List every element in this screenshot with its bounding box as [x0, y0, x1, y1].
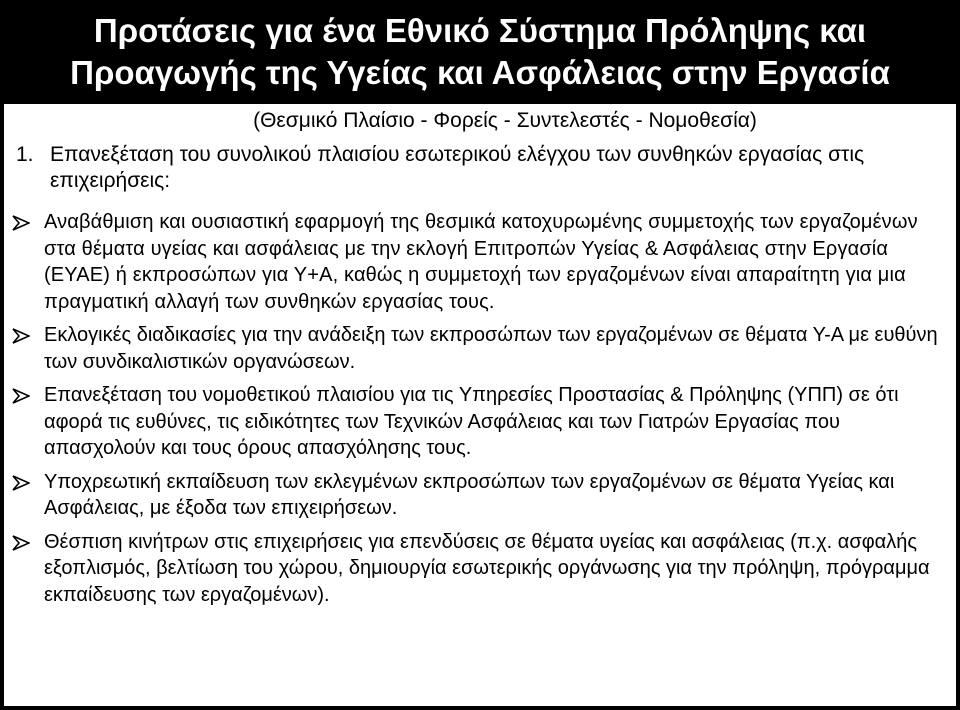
list-item [12, 529, 947, 609]
list-item [12, 469, 947, 522]
arrowhead-bullet-icon [12, 209, 44, 235]
list-item [12, 322, 947, 375]
arrowhead-bullet-icon [12, 382, 44, 408]
bullet-text: Εκλογικές διαδικασίες για την ανάδειξη των εκπροσώπων των εργαζομένων σε θέματα Υ-Α με ευθύνη των συνδικαλιστικών οργανώσεων. [44, 324, 938, 373]
arrowhead-bullet-icon [12, 529, 44, 555]
bullet-text: Επανεξέταση του νομοθετικού πλαισίου για τις Υπηρεσίες Προστασίας & Πρόληψης (ΥΠΠ) σε ότι αφορά τις ευθύνες, τις ειδικότητες των Τεχνικών Ασφάλειας και των Γιατρών Εργασίας που απασχολούν και τους όρους απασχόλησης τους. [44, 384, 899, 459]
list-item [12, 382, 947, 462]
title-line-2: Προαγωγής της Υγείας και Ασφάλειας στην Εργασία [70, 54, 890, 91]
bullet-text: Υποχρεωτική εκπαίδευση των εκλεγμένων εκπροσώπων των εργαζομένων σε θέματα Υγείας και Ασφάλειας, με έξοδα των επιχειρήσεων. [44, 470, 895, 519]
section-heading-text: Επανεξέταση του συνολικού πλαισίου εσωτερικού ελέγχου των συνθηκών εργασίας στις επιχειρήσεις: [50, 143, 865, 192]
section-heading [12, 142, 942, 194]
bullet-list [12, 209, 947, 615]
bullet-text: Αναβάθμιση και ουσιαστική εφαρμογή της θεσμικά κατοχυρωμένης συμμετοχής των εργαζομένων στα θέματα υγείας και ασφάλειας με την εκλογή Επιτροπών Υγείας & Ασφάλειας στην Εργασία (ΕΥΑΕ) ή εκπροσώπων για Υ+Α, καθώς η συμμετοχή των εργαζομένων είναι απαραίτητη για μια πραγματική αλλαγή των συνθηκών εργασίας τους. [44, 211, 918, 313]
subtitle: (Θεσμικό Πλαίσιο - Φορείς - Συντελεστές - Νομοθεσία) [253, 109, 757, 132]
section-number: 1. [16, 143, 34, 166]
arrowhead-bullet-icon [12, 469, 44, 495]
title-line-1: Προτάσεις για ένα Εθνικό Σύστημα Πρόληψης και [93, 12, 867, 49]
list-item [12, 209, 947, 315]
bullet-text: Θέσπιση κινήτρων στις επιχειρήσεις για επενδύσεις σε θέματα υγείας και ασφάλειας (π.χ. ασφαλής εξοπλισμός, βελτίωση του χώρου, δημιουργία εσωτερικής οργάνωσης για την πρόληψη, πρόγραμμα εκπαίδευσης των εργαζομένων). [44, 530, 930, 606]
arrowhead-bullet-icon [12, 322, 44, 348]
title-bar [4, 4, 956, 104]
